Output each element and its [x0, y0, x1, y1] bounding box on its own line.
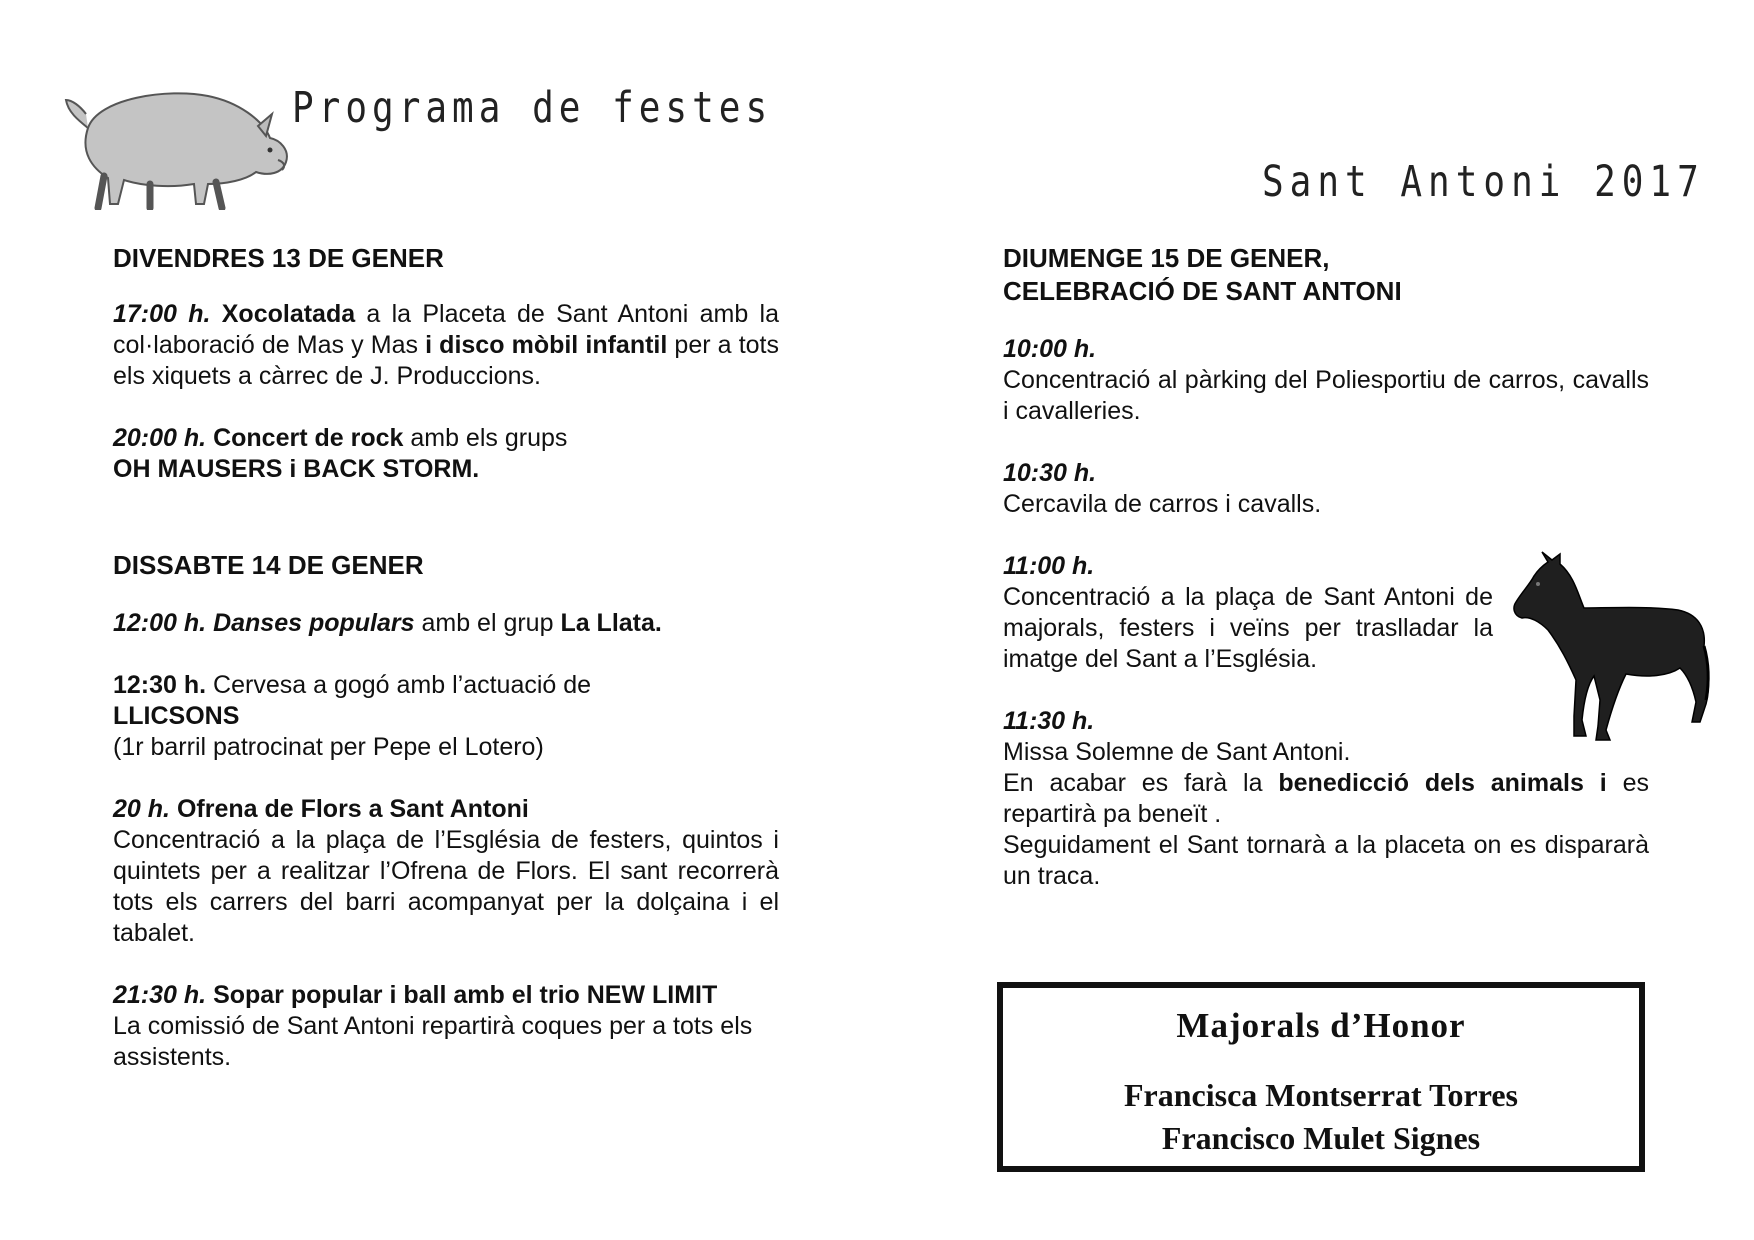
friday-title: DIVENDRES 13 DE GENER	[113, 243, 444, 273]
friday-event-2	[113, 423, 779, 485]
honor-names	[1003, 1074, 1639, 1160]
event-text: Concentració a la plaça de Sant Antoni de majorals, festers i veïns per traslladar la imatge del Sant a l’Església.	[1003, 583, 1493, 673]
honor-box	[997, 982, 1645, 1172]
event-text: Cercavila de carros i cavalls.	[1003, 490, 1322, 518]
event-time: 12:00 h.	[113, 609, 207, 637]
friday-event-1	[113, 299, 779, 392]
event-highlight: i disco mòbil infantil	[425, 331, 668, 359]
event-group: La Llata.	[560, 609, 662, 637]
event-time: 10:00 h.	[1003, 335, 1097, 363]
event-time: 17:00 h.	[113, 300, 211, 328]
event-name: Ofrena de Flors a Sant Antoni	[176, 795, 529, 823]
pig-illustration-icon	[58, 80, 288, 210]
event-text: amb el grup	[414, 609, 561, 637]
event-name: Concert de rock	[213, 424, 404, 452]
event-text: La comissió de Sant Antoni repartirà coques per a tots els assistents.	[113, 1012, 753, 1071]
saturday-title: DISSABTE 14 DE GENER	[113, 550, 424, 580]
event-time: 10:30 h.	[1003, 459, 1097, 487]
event-highlight: benedicció dels animals i	[1278, 769, 1607, 797]
event-name: Xocolatada	[221, 300, 356, 328]
event-time: 21:30 h.	[113, 981, 207, 1009]
horse-illustration-icon	[1508, 550, 1713, 750]
saturday-event-4	[113, 980, 779, 1073]
event-time: 12:30 h.	[113, 671, 207, 699]
event-text: Cervesa a gogó amb l’actuació de	[206, 671, 592, 699]
event-name: Sopar popular i ball amb el trio NEW LIMIT	[213, 981, 718, 1009]
event-text: Concentració a la plaça de l’Església de festers, quintos i quintets per a realitzar l’Ofrena de Flors. El sant recorrerà tots els carrers del barri acompanyat per la dolçaina i el tabalet.	[113, 826, 779, 947]
honor-name: Francisca Montserrat Torres	[1124, 1077, 1518, 1113]
event-group: LLICSONS	[113, 702, 240, 730]
event-note: (1r barril patrocinat per Pepe el Lotero)	[113, 733, 544, 761]
event-time: 20:00 h.	[113, 424, 207, 452]
honor-name: Francisco Mulet Signes	[1161, 1120, 1481, 1156]
event-time: 11:00 h.	[1003, 552, 1095, 580]
event-text: a la Placeta de Sant Antoni amb la col·laboració de Mas y Mas	[113, 300, 779, 359]
event-text: es repartirà pa beneït .	[1003, 769, 1649, 828]
event-text: Missa Solemne de Sant Antoni.	[1003, 738, 1351, 766]
event-time: 20 h.	[113, 795, 170, 823]
event-title: Sant Antoni 2017	[1262, 158, 1705, 207]
event-text: amb els grups	[403, 424, 568, 452]
sunday-event-1	[1003, 334, 1649, 427]
event-text: Seguidament el Sant tornarà a la placeta on es dispararà un traca.	[1003, 831, 1649, 890]
saturday-event-3	[113, 794, 779, 949]
sunday-title-line-2: CELEBRACIÓ DE SANT ANTONI	[1003, 276, 1402, 306]
honor-title: Majorals d’Honor	[1176, 1006, 1466, 1045]
event-name: Danses populars	[213, 609, 415, 637]
event-bands: OH MAUSERS i BACK STORM.	[113, 455, 480, 483]
sunday-event-2	[1003, 458, 1649, 520]
saturday-event-2	[113, 670, 779, 763]
sunday-event-3	[1003, 551, 1493, 675]
event-text: Concentració al pàrking del Poliesportiu de carros, cavalls i cavalleries.	[1003, 366, 1649, 425]
event-time: 11:30 h.	[1003, 707, 1095, 735]
sunday-title-line-1: DIUMENGE 15 DE GENER,	[1003, 243, 1330, 273]
program-title: Programa de festes	[292, 84, 773, 133]
event-text: En acabar es farà la	[1003, 769, 1279, 797]
left-column	[113, 242, 779, 1073]
saturday-event-1	[113, 608, 779, 639]
event-text: per a tots els xiquets a càrrec de J. Produccions.	[113, 331, 780, 390]
